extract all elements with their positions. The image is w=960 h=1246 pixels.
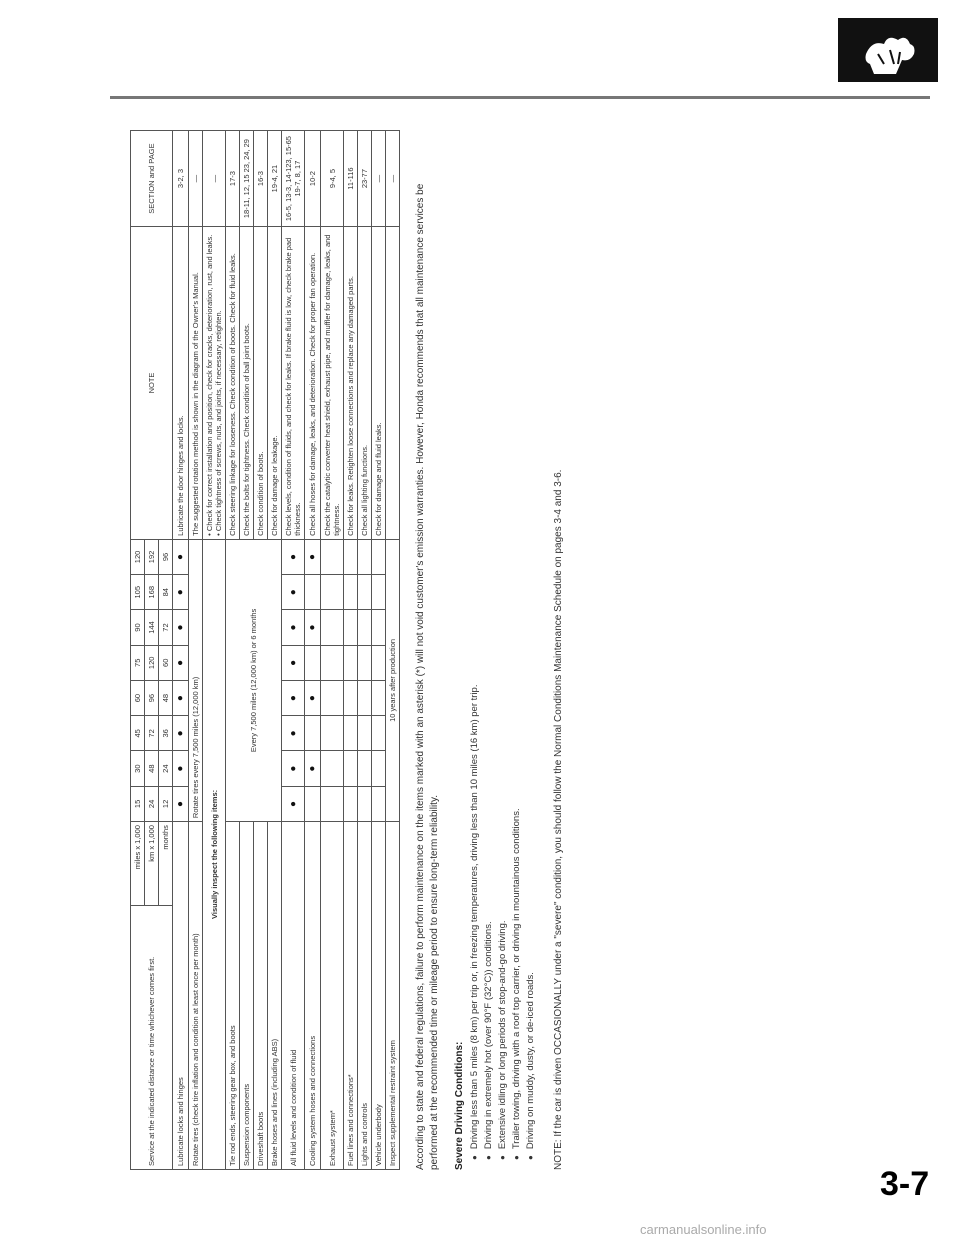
row-item: Inspect supplemental restraint system: [386, 822, 400, 1170]
row-item: Suspension components: [240, 822, 254, 1170]
miles-value: 75: [131, 645, 145, 680]
row-section: 10-2: [305, 131, 321, 227]
row-interval: Rotate tires every 7,500 miles (12,000 km): [189, 539, 203, 821]
row-item: Fuel lines and connections*: [344, 822, 358, 1170]
header-rule: [110, 96, 930, 99]
table-row: [372, 131, 386, 1170]
occasional-note: NOTE: If the car is driven OCCASIONALLY under a "severe" condition, you should follow the Normal Conditions Maintenance Schedule on pages 3-4 and 3-6.: [553, 469, 564, 1170]
list-item: ● Driving less than 5 miles (8 km) per trip or, in freezing temperatures, driving less than 10 miles (16 km) per trip.: [468, 110, 482, 1160]
section-header: SECTION and PAGE: [131, 131, 173, 227]
table-row: [358, 131, 372, 1170]
service-dot-icon: ●: [282, 575, 305, 610]
maintenance-schedule-table: [130, 130, 400, 1170]
table-row: [386, 131, 400, 1170]
row-section: —: [372, 131, 386, 227]
table-row: [282, 131, 305, 1170]
watermark: carmanualsonline.info: [640, 1222, 767, 1237]
severe-conditions-title: Severe Driving Conditions:: [454, 1041, 465, 1170]
km-value: 144: [145, 610, 159, 645]
km-value: 48: [145, 751, 159, 786]
km-value: 168: [145, 575, 159, 610]
months-value: 36: [159, 716, 173, 751]
miles-value: 120: [131, 539, 145, 574]
service-dot-icon: ●: [282, 645, 305, 680]
row-section: 23-77: [358, 131, 372, 227]
row-item: All fluid levels and condition of fluid: [282, 822, 305, 1170]
row-note: Check for leaks. Retighten loose connections and replace any damaged parts.: [344, 227, 358, 540]
service-dot-icon: ●: [173, 786, 189, 821]
rotated-content: [130, 110, 710, 1170]
service-dot-icon: ●: [282, 539, 305, 574]
km-value: 72: [145, 716, 159, 751]
row-note: Check all hoses for damage, leaks, and deterioration. Check for proper fan operation.: [305, 227, 321, 540]
unit-miles: miles x 1,000: [131, 822, 145, 906]
table-row: [173, 131, 189, 1170]
row-interval: 10 years after production: [386, 539, 400, 821]
table-row: [321, 131, 344, 1170]
table-row: [344, 131, 358, 1170]
row-section: 11-116: [344, 131, 358, 227]
months-value: 84: [159, 575, 173, 610]
list-item: ● Extensive idling or long periods of stop-and-go driving.: [496, 110, 510, 1160]
row-note: Check the catalytic converter heat shield, exhaust pipe, and muffler for damage, leaks, and tightness.: [321, 227, 344, 540]
row-section: 16-5, 13-3, 14-123, 15-65 19-7, 8, 17: [282, 131, 305, 227]
months-value: 60: [159, 645, 173, 680]
miles-value: 90: [131, 610, 145, 645]
months-value: 96: [159, 539, 173, 574]
months-value: 12: [159, 786, 173, 821]
row-note: Check all lighting functions.: [358, 227, 372, 540]
row-item: Lights and controls: [358, 822, 372, 1170]
row-item: Exhaust system*: [321, 822, 344, 1170]
list-item: ● Driving on muddy, dusty, or de-iced roads.: [524, 110, 538, 1160]
service-dot-icon: ●: [173, 575, 189, 610]
row-section: 17-3: [226, 131, 240, 227]
months-value: 72: [159, 610, 173, 645]
emission-paragraph: According to state and federal regulations, failure to perform maintenance on the items marked with an asterisk (*) will not void customer's emission warranties. However, Honda recommends that all maintenance services be performed at the recommended time or mileage period to ensure long-term reliability.: [415, 183, 440, 1170]
note-header: NOTE: [131, 227, 173, 540]
table-row: [305, 131, 321, 1170]
row-item: Cooling system hoses and connections: [305, 822, 321, 1170]
service-dot-icon: ●: [282, 680, 305, 715]
service-dot-icon: ●: [282, 751, 305, 786]
service-dot-icon: ●: [173, 716, 189, 751]
row-section: —: [189, 131, 203, 227]
row-interval: Every 7,500 miles (12,000 km) or 6 months: [226, 539, 282, 821]
row-note: Check the bolts for tightness. Check condition of ball joint boots.: [240, 227, 254, 540]
row-item: Rotate tires (check tire inflation and condition at least once per month): [189, 822, 203, 1170]
row-note: Check condition of boots.: [254, 227, 268, 540]
service-dot-icon: ●: [173, 645, 189, 680]
service-dot-icon: ●: [305, 680, 321, 715]
unit-months: months: [159, 822, 173, 906]
row-note: Check for damage or leakage.: [268, 227, 282, 540]
table-row: [189, 131, 203, 1170]
section-logo-icon: [838, 18, 938, 82]
miles-value: 105: [131, 575, 145, 610]
service-dot-icon: ●: [173, 680, 189, 715]
row-note: • Check for correct installation and position, check for cracks, deterioration, rust, and leaks. • Check tightness of screws, nuts, and joints, if necessary, retighten.: [203, 227, 226, 540]
miles-value: 15: [131, 786, 145, 821]
row-note: Check for damage and fluid leaks.: [372, 227, 386, 540]
row-note: Check steering linkage for looseness. Check condition of boots. Check for fluid leaks.: [226, 227, 240, 540]
row-item: Brake hoses and lines (including ABS): [268, 822, 282, 1170]
severe-conditions-list: [468, 110, 538, 1170]
intro-cell: Service at the indicated distance or time whichever comes first.: [131, 906, 173, 1170]
km-value: 192: [145, 539, 159, 574]
row-section: 18-11, 12, 15 23, 24, 29: [240, 131, 254, 227]
km-value: 96: [145, 680, 159, 715]
row-item: Vehicle underbody: [372, 822, 386, 1170]
list-item: ● Trailer towing, driving with a roof top carrier, or driving in mountainous conditions.: [510, 110, 524, 1160]
table-row: [203, 131, 226, 1170]
service-dot-icon: ●: [305, 539, 321, 574]
visual-inspect-label: Visually inspect the following items:: [203, 539, 226, 1169]
row-note: Check levels, condition of fluids, and check for leaks. If brake fluid is low, check brake pad thickness.: [282, 227, 305, 540]
row-note: The suggested rotation method is shown in the diagram of the Owner's Manual.: [189, 227, 203, 540]
service-dot-icon: ●: [305, 610, 321, 645]
km-value: 24: [145, 786, 159, 821]
service-dot-icon: ●: [173, 539, 189, 574]
miles-value: 30: [131, 751, 145, 786]
row-note: [386, 227, 400, 540]
row-item: Driveshaft boots: [254, 822, 268, 1170]
service-dot-icon: ●: [282, 716, 305, 751]
service-dot-icon: ●: [305, 751, 321, 786]
service-dot-icon: ●: [173, 610, 189, 645]
miles-value: 45: [131, 716, 145, 751]
service-dot-icon: ●: [282, 786, 305, 821]
row-section: 3-2, 3: [173, 131, 189, 227]
km-value: 120: [145, 645, 159, 680]
row-section: 19-4, 21: [268, 131, 282, 227]
miles-value: 60: [131, 680, 145, 715]
months-value: 48: [159, 680, 173, 715]
row-section: —: [386, 131, 400, 227]
row-note: Lubricate the door hinges and locks.: [173, 227, 189, 540]
service-dot-icon: ●: [173, 751, 189, 786]
list-item: ● Driving in extremely hot (over 90°F (32°C)) conditions.: [482, 110, 496, 1160]
unit-km: km x 1,000: [145, 822, 159, 906]
table-row: [226, 131, 240, 1170]
service-dot-icon: ●: [282, 610, 305, 645]
row-item: Tie rod ends, steering gear box, and boots: [226, 822, 240, 1170]
page-number: 3-7: [880, 1165, 930, 1203]
row-item: Lubricate locks and hinges: [173, 822, 189, 1170]
row-section: 16-3: [254, 131, 268, 227]
row-section: —: [203, 131, 226, 227]
months-value: 24: [159, 751, 173, 786]
row-section: 9-4, 5: [321, 131, 344, 227]
table-header-row-miles: [131, 131, 145, 1170]
